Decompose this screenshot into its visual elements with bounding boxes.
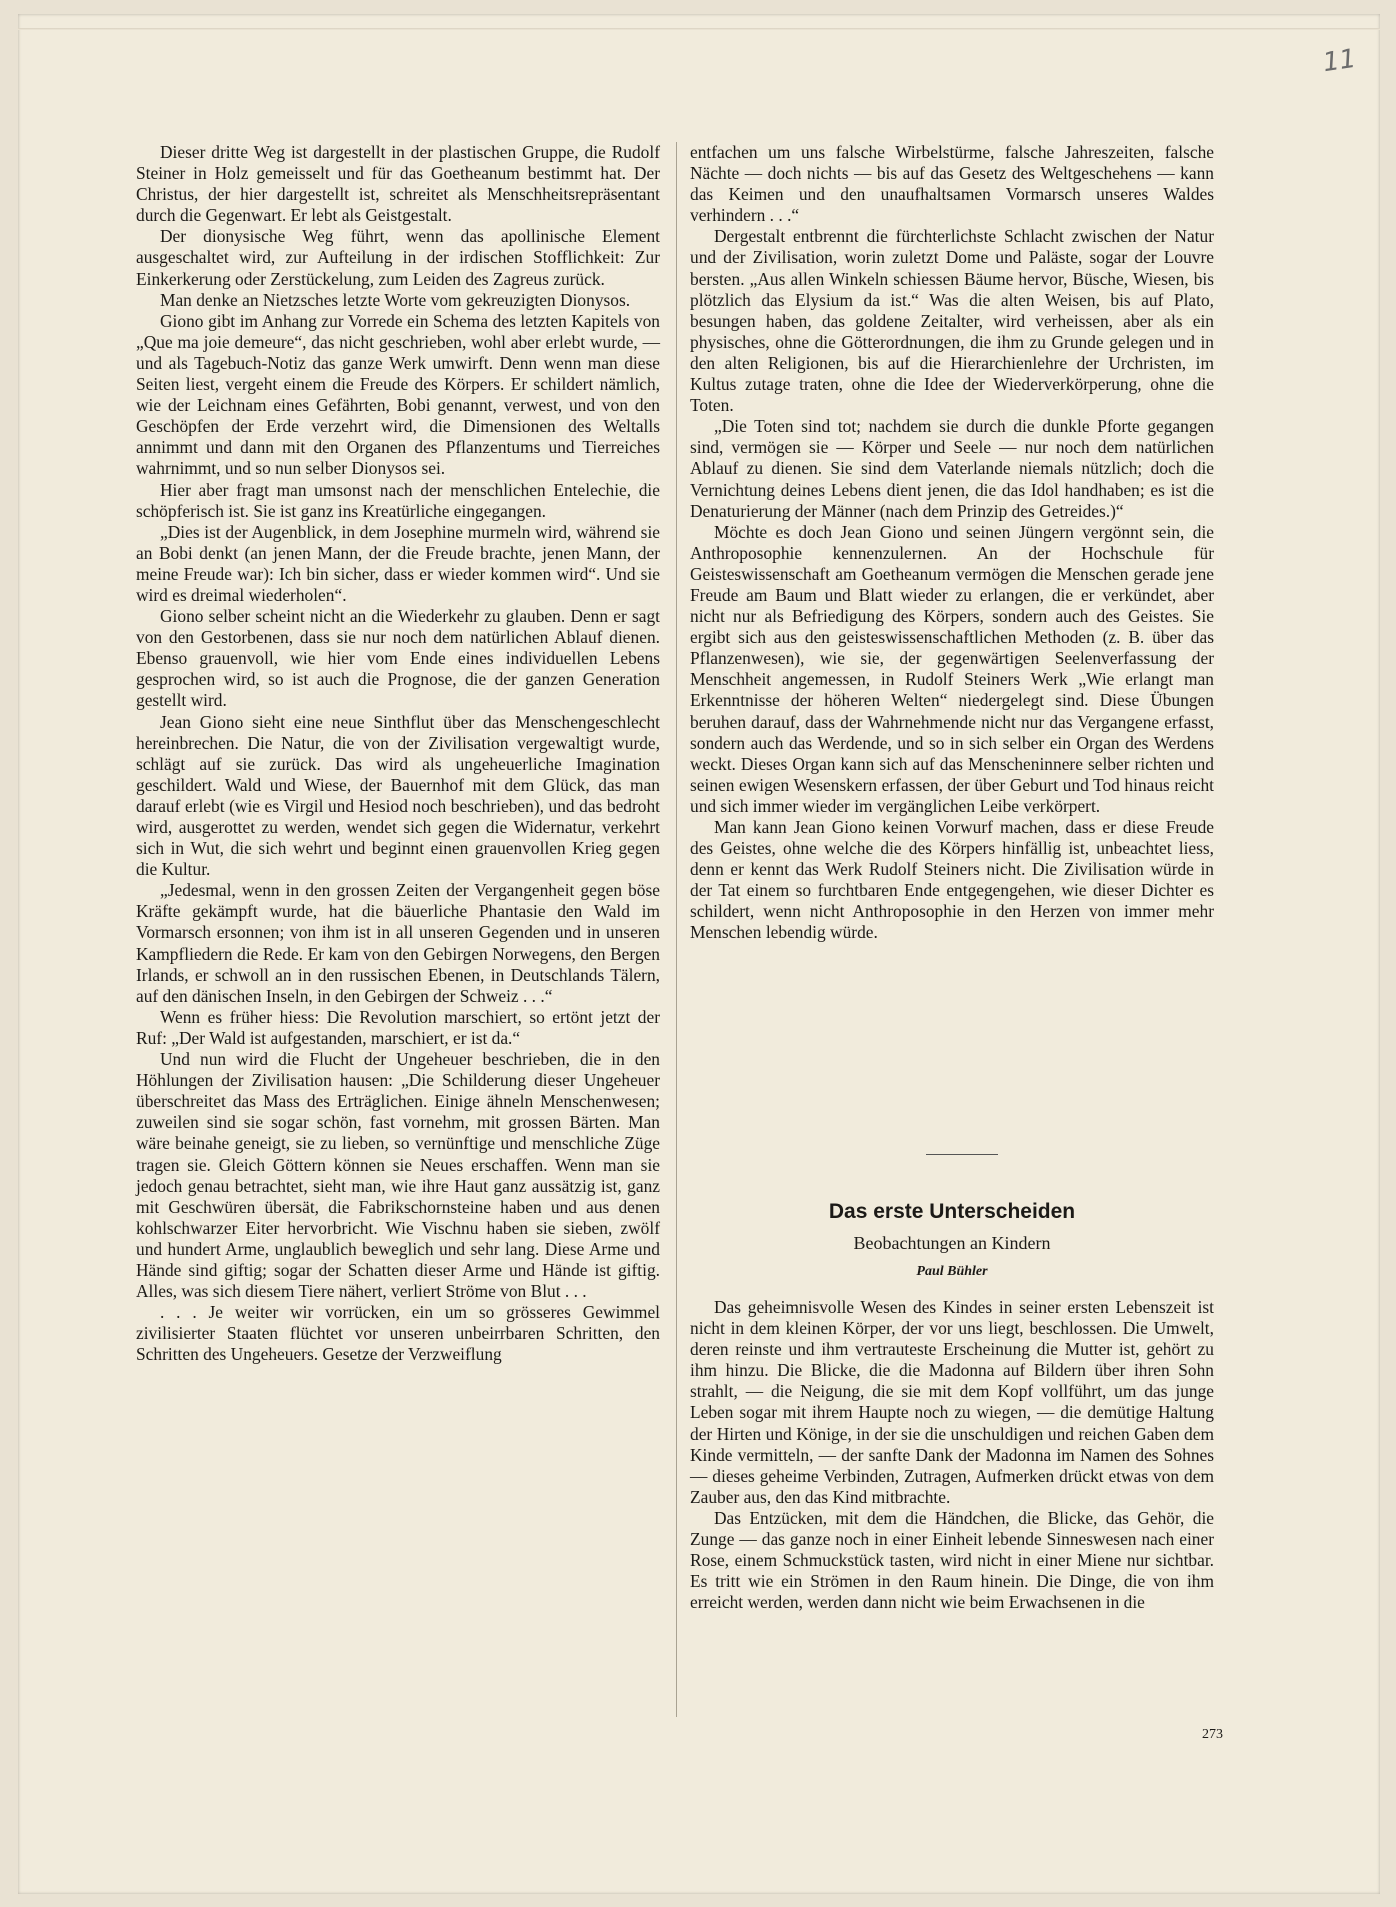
paragraph: Das Entzücken, mit dem die Händchen, die Blicke, das Gehör, die Zunge — das ganze noch in einer Einheit lebende Sinneswesen nach einer Rose, einem Schmuckstück tasten, wird nicht in einer Miene nur sichtbar. Es tritt wie ein Strömen in den Raum hinein. Die Dinge, die von ihm erreicht werden, werden dann nicht wie beim Erwachsenen in die (690, 1507, 1214, 1613)
paragraph-continuation: entfachen um uns falsche Wirbelstürme, falsche Jahreszeiten, falsche Nächte — doch nichts — bis auf das Gesetz des Weltgeschehens — kann das Keimen und den unaufhaltsamen Vormarsch unseres Waldes verhindern . . .“ (690, 142, 1214, 226)
paragraph: Man kann Jean Giono keinen Vorwurf machen, dass er diese Freude des Geistes, ohne welche die des Körpers hinfällig ist, unbeachtet liess, denn er kennt das Werk Rudolf Steiners nicht. Die Zivilisation würde in der Tat einem so furchtbaren Ende entgegengehen, wie dieser Dichter es schildert, wenn nicht Anthroposophie in den Herzen von immer mehr Menschen lebendig würde. (690, 817, 1214, 943)
article-author: Paul Bühler (916, 1264, 988, 1279)
paragraph: Möchte es doch Jean Giono und seinen Jüngern vergönnt sein, die Anthroposophie kennenzulernen. An der Hochschule für Geisteswissenschaft am Goetheanum vermögen die Menschen gerade jene Freude am Baum und Blatt wieder zu erlangen, die er verkündet, aber nicht nur als Befriedigung des Körpers, sondern auch des Geistes. Sie ergibt sich aus den geisteswissenschaftlichen Methoden (z. B. über das Pflanzenwesen), wie sie, der gegenwärtigen Seelenverfassung der Menschheit angemessen, in Rudolf Steiners Werk „Wie erlangt man Erkenntnisse der höheren Welten“ niedergelegt sind. Diese Übungen beruhen darauf, dass der Wahrnehmende nicht nur das Vergangene erfasst, sondern auch das Werdende, und so in sich selber ein Organ des Werdens weckt. Dieses Organ kann sich auf das Menscheninnere selber richten und seinen ewigen Wesenskern erfassen, der über Geburt und Tod hinaus reicht und sich immer wieder im vergänglichen Leibe verkörpert. (690, 521, 1214, 816)
article-subtitle: Beobachtungen an Kindern (853, 1233, 1051, 1253)
paragraph: Der dionysische Weg führt, wenn das apollinische Element ausgeschaltet wird, zur Aufteilung in der irdischen Stofflichkeit: Zur Einkerkerung oder Zerstückelung, zum Leiden des Zagreus zurück. (136, 226, 660, 289)
paragraph: „Dies ist der Augenblick, in dem Josephine murmeln wird, während sie an Bobi denkt (an jenen Mann, der die Freude brachte, jenen Mann, der meine Freude war): Ich bin sicher, dass er wieder kommen wird“. Und sie wird es dreimal wiederholen“. (136, 521, 660, 605)
handwritten-page-number: 11 (1321, 43, 1359, 79)
paragraph: „Die Toten sind tot; nachdem sie durch die dunkle Pforte gegangen sind, vermögen sie — Körper und Seele — nur noch dem natürlichen Ablauf zu dienen. Sie sind dem Vaterlande niemals nützlich; doch die Vernichtung deines Lebens dient jenen, die das Idol handhaben; es ist die Denaturierung der Männer (nach dem Prinzip des Getreides.)“ (690, 416, 1214, 521)
paragraph: Jean Giono sieht eine neue Sinthflut über das Menschengeschlecht hereinbrechen. Die Natur, die von der Zivilisation vergewaltigt wurde, schlägt auf sie zurück. Das wird als ungeheuerliche Imagination geschildert. Wald und Wiese, der Bauernhof mit dem Glück, das man darauf erlebt (wie es Virgil und Hesiod noch beschrieben), und das bedroht wird, ausgerottet zu werden, wendet sich gegen die Widernatur, verkehrt sich in Wut, die sich wehrt und beginnt einen grauenvollen Krieg gegen die Kultur. (136, 711, 660, 880)
article-body (690, 1297, 1214, 1613)
paragraph: Das geheimnisvolle Wesen des Kindes in seiner ersten Lebenszeit ist nicht in dem kleinen Körper, der vor uns liegt, beschlossen. Die Umwelt, deren reinste und ihm vertrauteste Erscheinung die Mutter ist, gehört zu ihm hinzu. Die Blicke, die die Madonna auf Bildern über ihren Sohn strahlt, — die Neigung, die sie mit dem Kopf vollführt, um das junge Leben sogar mit ihrem Haupte noch zu wiegen, — die demütige Haltung der Hirten und Könige, in der sie die unschuldigen und reichen Gaben dem Kinde vermitteln, — der sanfte Dank der Madonna im Namen des Sohnes — dieses geheime Verbinden, Zutragen, Aufmerken drückt etwas von dem Zauber aus, den das Kind mitbrachte. (690, 1297, 1214, 1507)
paragraph: Giono selber scheint nicht an die Wiederkehr zu glauben. Denn er sagt von den Gestorbenen, dass sie nur noch dem natürlichen Ablauf dienen. Ebenso grauenvoll, wie hier vom Ende eines individuellen Lebens gesprochen wird, so ist auch die Prognose, die der ganzen Generation gestellt wird. (136, 606, 660, 711)
page-fold (18, 28, 1380, 30)
paragraph: Man denke an Nietzsches letzte Worte vom gekreuzigten Dionysos. (160, 289, 631, 310)
paragraph: „Jedesmal, wenn in den grossen Zeiten der Vergangenheit gegen böse Kräfte gekämpft wurde, hat die bäuerliche Phantasie den Wald im Vormarsch ersonnen; von ihm ist in all unseren Gegenden und in unseren Kampfliedern die Rede. Er kam von den Gebirgen Norwegens, den Bergen Irlands, er schwoll an in den russischen Ebenen, in Deutschlands Tälern, auf den dänischen Inseln, in den Gebirgen der Schweiz . . .“ (136, 880, 660, 1006)
page-number: 273 (1202, 1727, 1223, 1742)
column-divider (676, 142, 677, 1717)
paragraph: . . . Je weiter wir vorrücken, ein um so grösseres Gewimmel zivilisierter Staaten flüchtet vor unseren unbeirrbaren Schritten, den Schritten des Ungeheuers. Gesetze der Verzweiflung (136, 1302, 660, 1365)
right-column (690, 142, 1214, 944)
article-title: Das erste Unterscheiden (828, 1200, 1076, 1223)
paragraph: Giono gibt im Anhang zur Vorrede ein Schema des letzten Kapitels von „Que ma joie demeure“, das nicht geschrieben, wohl aber erlebt wurde, — und als Tagebuch-Notiz das ganze Werk umwirft. Denn wenn man diese Seiten liest, vergeht einem die Freude des Körpers. Er schildert nämlich, wie der Leichnam eines Gefährten, Bobi genannt, verwest, und von den Geschöpfen der Erde verzehrt wird, die Dimensionen des Weltalls annimmt und dann mit den Organen des Pflanzentums und Tierreiches wahrnimmt, und so nun selber Dionysos sei. (136, 310, 660, 479)
paragraph: Und nun wird die Flucht der Ungeheuer beschrieben, die in den Höhlungen der Zivilisation hausen: „Die Schilderung dieser Ungeheuer überschreitet das Mass des Erträglichen. Einige ähneln Menschenwesen; zuweilen sind sie sogar schön, fast vornehm, mit grossen Bärten. Man wäre beinahe geneigt, sie zu lieben, so vernünftige und menschliche Züge tragen sie. Gleich Göttern können sie Neues erschaffen. Wenn man sie jedoch genau betrachtet, sieht man, wie ihre Haut ganz aussätzig ist, ganz mit Geschwüren übersät, die Fabrikschornsteine haben und aus denen kohlschwarzer Eiter hervorbricht. Wie Vischnu haben sie sieben, zwölf und hundert Arme, unglaublich beweglich und sehr lang. Diese Arme und Hände sind giftig; sogar der Schatten dieser Arme und Hände ist giftig. Alles, was sich diesem Tiere nähert, verliert Ströme von Blut . . . (136, 1049, 660, 1302)
paragraph: Dieser dritte Weg ist dargestellt in der plastischen Gruppe, die Rudolf Steiner in Holz gemeisselt und für das Goetheanum bestimmt hat. Der Christus, der hier dargestellt ist, schreitet als Menschheitsrepräsentant durch die Gegenwart. Er lebt als Geistgestalt. (136, 142, 660, 226)
paragraph: Dergestalt entbrennt die fürchterlichste Schlacht zwischen der Natur und der Zivilisation, worin zuletzt Dome und Paläste, sogar der Louvre bersten. „Aus allen Winkeln schiessen Bäume hervor, Büsche, Wiesen, bis plötzlich das Elysium da ist.“ Was die alten Weisen, bis auf Plato, besungen haben, das goldene Zeitalter, wird verheissen, aber als ein physisches, ohne die Götterordnungen, die ihm zu Grunde gelegen und in den alten Religionen, bis auf die Hierarchienlehre der Urchristen, im Kultus zutage traten, ohne die Idee der Wiederverkörperung, ohne die Toten. (690, 226, 1214, 416)
paragraph: Wenn es früher hiess: Die Revolution marschiert, so ertönt jetzt der Ruf: „Der Wald ist aufgestanden, marschiert, er ist da.“ (136, 1006, 660, 1048)
left-column (136, 142, 660, 1365)
paragraph: Hier aber fragt man umsonst nach der menschlichen Entelechie, die schöpferisch ist. Sie ist ganz ins Kreatürliche eingegangen. (136, 479, 660, 521)
section-separator (926, 1154, 998, 1155)
